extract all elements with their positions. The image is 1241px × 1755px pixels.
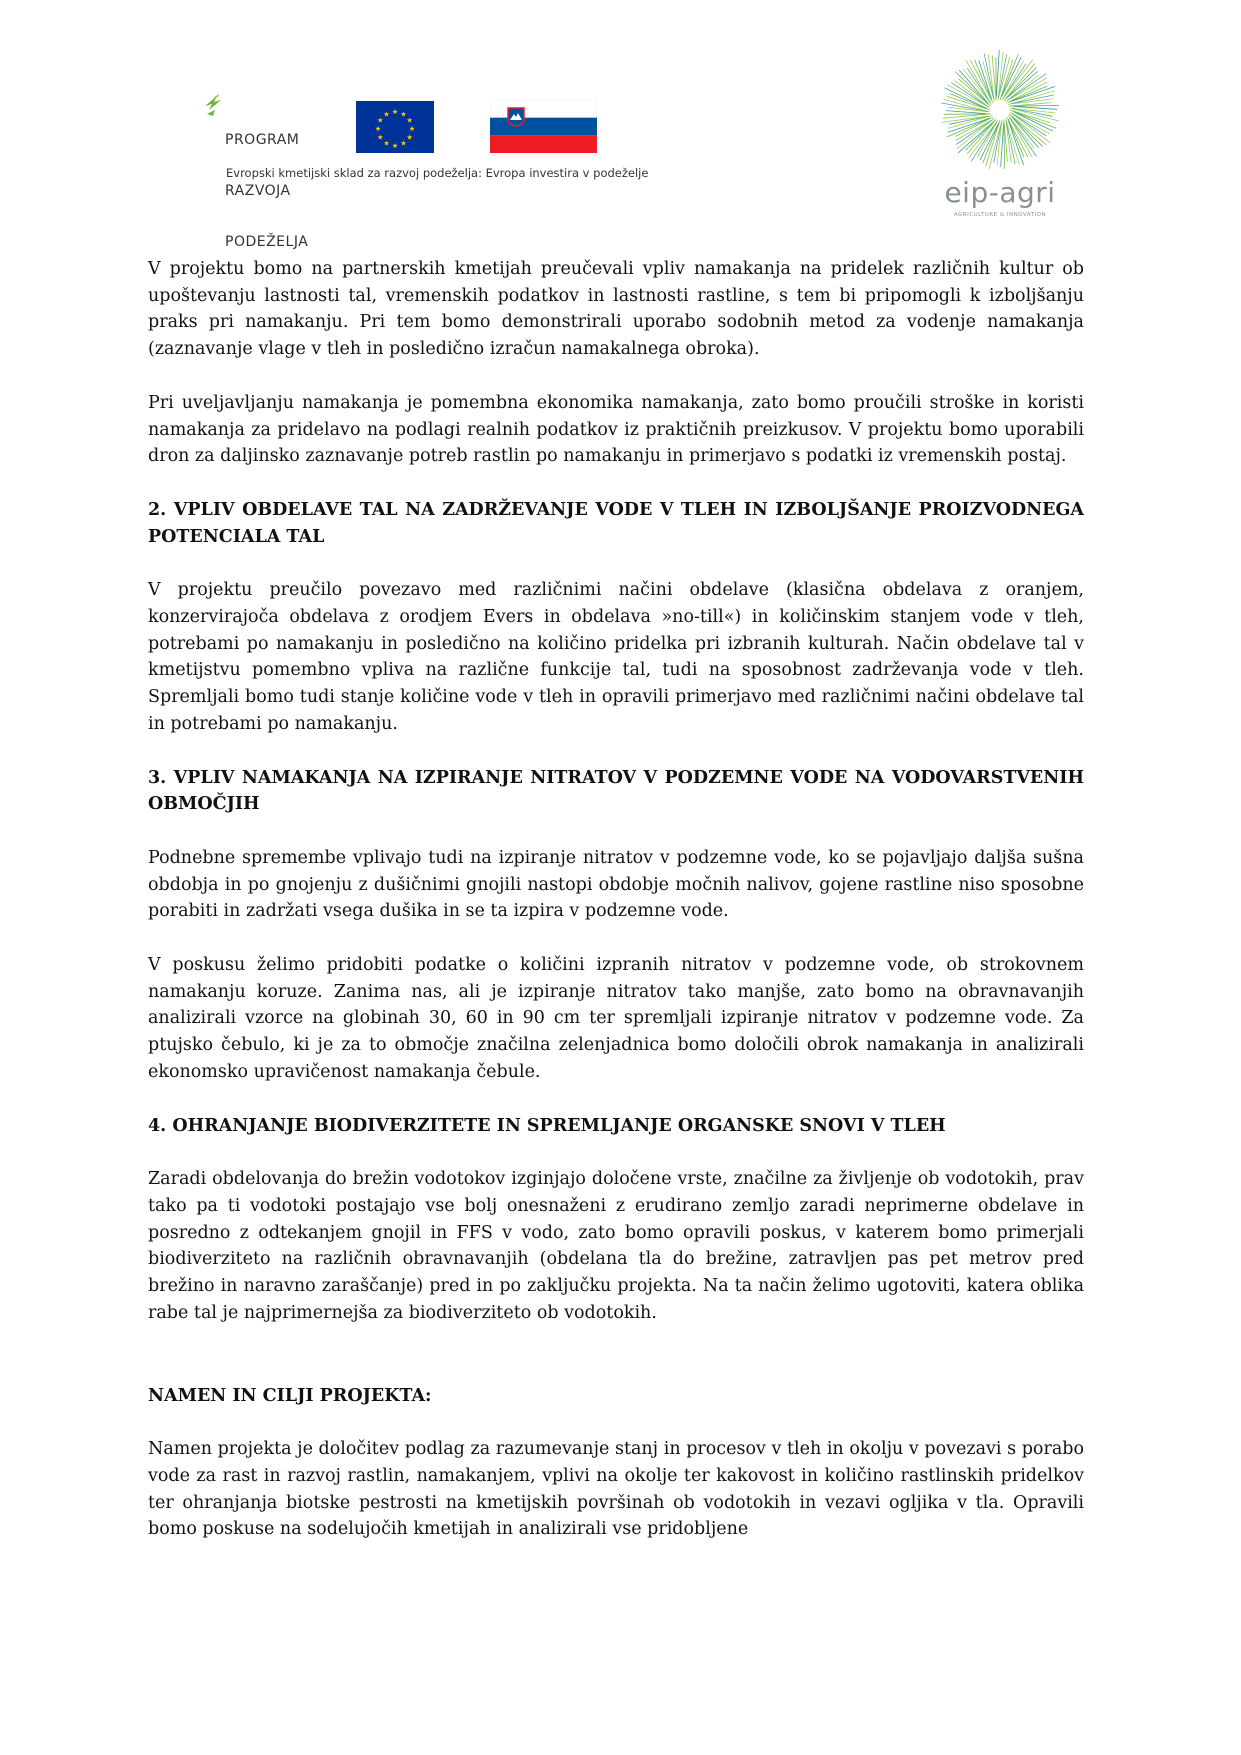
svg-text:★: ★ <box>400 110 407 119</box>
slovenia-flag-icon <box>490 100 597 153</box>
svg-text:★: ★ <box>391 142 399 150</box>
prp-line-2: RAZVOJA <box>225 183 291 199</box>
program-razvoja-podezelja-logo <box>203 92 309 250</box>
eip-ray <box>1001 54 1019 98</box>
eip-agri-logo <box>930 48 1070 228</box>
header-caption: Evropski kmetijski sklad za razvoj podeželja: Evropa investira v podeželje <box>226 166 649 180</box>
paragraph-nitrate-experiment: V poskusu želimo pridobiti podatke o količini izpranih nitratov v podzemne vode, ob strokovnem namakanju koruze. Zanima nas, ali je izpiranje nitratov tako manjše, zato bomo na obravnavanjih analizirali vzorce na globinah 30, 60 in 90 cm ter spremljali izpiranje nitratov v podzemne vode. Za ptujsko čebulo, ki je za to območje značilna zelenjadnica bomo določili obrok namakanja in analizirali ekonomsko upravičenost namakanja čebule. <box>148 955 1084 1082</box>
paragraph-biodiversity: Zaradi obdelovanja do brežin vodotokov izginjajo določene vrste, značilne za življenje ob vodotokih, prav tako pa ti vodotoki postajajo vse bolj onesnaženi z erudirano zemljo zaradi neprimerne obdelave in posredno z odtekanjem gnojil in FFS v vodo, zato bomo opravili poskus, v katerem bomo primerjali biodiverziteto na različnih obravnavanjih (obdelana tla do brežine, zatravljen pas pet metrov pred brežino in naravno zaraščanje) pred in po zaključku projekta. Na ta način želimo ugotoviti, katera oblika rabe tal je najprimernejša za biodiverziteto ob vodotokih. <box>148 1169 1084 1323</box>
eip-ray <box>950 94 988 110</box>
svg-text:★: ★ <box>374 125 382 133</box>
eip-ray <box>948 85 991 108</box>
svg-text:★: ★ <box>377 133 384 142</box>
paragraph-irrigation-economics: Pri uveljavljanju namakanja je pomembna ekonomika namakanja, zato bomo proučili stroške in koristi namakanja za pridelavo na podlagi realnih podatkov iz praktičnih preizkusov. V projektu bomo uporabili dron za daljinsko zaznavanje potreb rastlin po namakanju in primerjavo s podatki iz vremenskih postaj. <box>148 392 1084 467</box>
svg-text:★: ★ <box>406 133 413 142</box>
heading-section-4: 4. OHRANJANJE BIODIVERZITETE IN SPREMLJANJE ORGANSKE SNOVI V TLEH <box>148 1115 946 1136</box>
svg-text:★: ★ <box>383 110 390 119</box>
eip-agri-name: eip-agri <box>944 176 1056 209</box>
paragraph-irrigation-intro: V projektu bomo na partnerskih kmetijah preučevali vpliv namakanja na pridelek različnih kultur ob upoštevanju lastnosti tal, vremenskih podatkov in lastnosti rastline, s tem bi pripomogli k izboljšanju praks pri namakanju. Pri tem bomo demonstrirali uporabo sodobnih metod za vodenje namakanja (zaznavanje vlage v tleh in posledično izračun namakalnega obroka). <box>148 259 1084 360</box>
eip-ray <box>1012 111 1056 129</box>
heading-project-goals: NAMEN IN CILJI PROJEKTA: <box>148 1385 432 1406</box>
heading-section-2: 2. VPLIV OBDELAVE TAL NA ZADRŽEVANJE VODE V TLEH IN IZBOLJŠANJE PROIZVODNEGA POTENCIALA TAL <box>148 499 1084 547</box>
document-body <box>148 256 1084 1543</box>
svg-text:★: ★ <box>377 116 384 125</box>
svg-text:★: ★ <box>406 116 413 125</box>
eu-flag-icon <box>356 101 434 153</box>
svg-text:★: ★ <box>408 125 416 133</box>
svg-text:★: ★ <box>391 108 399 116</box>
paragraph-project-goals: Namen projekta je določitev podlag za razumevanje stanj in procesov v tleh in okolju v povezavi s porabo vode za rast in razvoj rastlin, namakanjem, vplivi na okolje ter kakovost in količino rastlinskih pridelkov ter ohranjanja biotske pestrosti na kmetijskih površinah ob vodotokih in vezavi ogljika v tla. Opravili bomo poskuse na sodelujočih kmetijah in analizirali vse pridobljene <box>148 1439 1084 1540</box>
svg-text:★: ★ <box>400 139 407 148</box>
eip-sunburst-icon <box>930 48 1070 178</box>
paragraph-tillage: V projektu preučilo povezavo med različnimi načini obdelave (klasična obdelava z oranjem, konzervirajoča obdelava z orodjem Evers in obdelava »no-till«) in količinskim stanjem vode v tleh, potrebami po namakanju in posledično na količino pridelka pri izbranih kulturah. Način obdelave tal v kmetijstvu pomembno vpliva na različne funkcije tal, tudi na sposobnost zadrževanja vode v tleh. Spremljali bomo tudi stanje količine vode v tleh in opravili primerjavo med različnimi načini obdelave tal in potrebami po namakanju. <box>148 580 1084 734</box>
eip-agri-tagline: AGRICULTURE & INNOVATION <box>953 212 1047 218</box>
prp-arrow-icon <box>203 92 225 132</box>
heading-section-3: 3. VPLIV NAMAKANJA NA IZPIRANJE NITRATOV V PODZEMNE VODE NA VODOVARSTVENIH OBMOČJIH <box>148 767 1084 815</box>
prp-line-1: PROGRAM <box>225 132 300 148</box>
paragraph-nitrate-leaching: Podnebne spremembe vplivajo tudi na izpiranje nitratov v podzemne vode, ko se pojavljajo daljša sušna obdobja in po gnojenju z dušičnimi gnojili nastopi obdobje močnih nalivov, gojene rastline niso sposobne porabiti in zadržati vsega dušika in se ta izpira v podzemne vode. <box>148 847 1084 922</box>
eip-center <box>991 101 1009 119</box>
prp-line-3: PODEŽELJA <box>225 234 309 250</box>
svg-text:★: ★ <box>383 139 390 148</box>
